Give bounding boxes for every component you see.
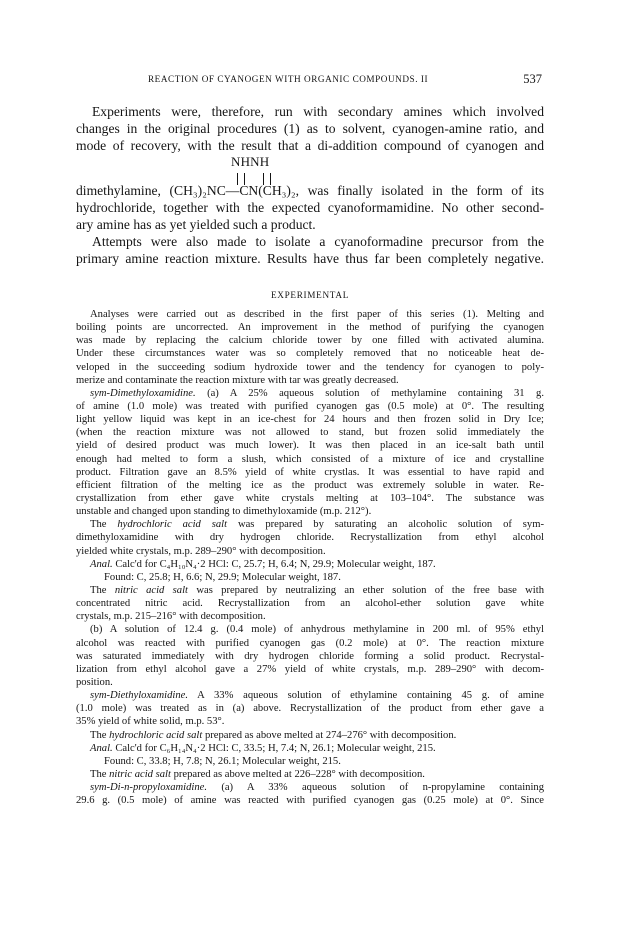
text-line bbox=[76, 479, 544, 492]
text-run: Calc'd for C₆H₁₄N₄·2 HCl: C, 33.5; H, 7.4; N, 26.1; Molecular weight, 215. bbox=[112, 742, 436, 754]
text-line bbox=[76, 347, 544, 360]
text-run: (1.0 mole) was treated as in (a) above. Recrystallization of the product from ether gave a bbox=[76, 703, 544, 715]
text-run: crystallization from ether gave white crystals melting at 103–104°. The substance was bbox=[76, 492, 544, 504]
text-run: prepared as above melted at 226–228° with decomposition. bbox=[170, 768, 425, 780]
text-line bbox=[76, 610, 544, 623]
text-run: (a) A 33% aqueous solution of n-propylamine containing bbox=[207, 782, 544, 794]
text-run: was made by replacing the calcium chloride tower by one filled with activated alumina. bbox=[76, 335, 544, 347]
text-line bbox=[76, 794, 544, 807]
text-line bbox=[76, 387, 544, 400]
text-line bbox=[76, 637, 544, 650]
text-line bbox=[76, 466, 544, 479]
text-line bbox=[76, 729, 544, 742]
page-header bbox=[76, 72, 542, 88]
running-head: REACTION OF CYANOGEN WITH ORGANIC COMPOUNDS. II bbox=[148, 74, 429, 84]
text-run: alcohol was reacted with purified cyanogen gas (0.2 mole) at 0°. The reaction mixture bbox=[76, 637, 544, 649]
text-line bbox=[76, 689, 544, 702]
text-run: A 33% aqueous solution of ethylamine containing 45 g. of amine bbox=[187, 690, 544, 702]
text-line: hydrochloride, together with the expected cyanoformamidine. No other second- bbox=[76, 200, 544, 216]
structure-nh-label: NHNH bbox=[231, 154, 270, 169]
section-title-experimental: EXPERIMENTAL bbox=[270, 290, 350, 300]
text-line bbox=[76, 545, 544, 558]
text-run: Found: C, 33.8; H, 7.8; N, 26.1; Molecular weight, 215. bbox=[104, 755, 341, 767]
text-line bbox=[76, 531, 544, 544]
experimental-body bbox=[76, 308, 544, 807]
text-line bbox=[76, 334, 544, 347]
text-run: lization from ethyl alcohol gave a 27% yield of white crystals, m.p. 289–290° with decom- bbox=[76, 663, 544, 675]
text-line: primary amine reaction mixture. Results have thus far been completely negative. bbox=[76, 251, 544, 267]
text-line: changes in the original procedures (1) as to solvent, cyanogen-amine ratio, and bbox=[76, 121, 544, 137]
text-line bbox=[76, 755, 544, 768]
italic-run: Anal. bbox=[90, 742, 113, 754]
text-line bbox=[76, 505, 544, 518]
text-line bbox=[76, 321, 544, 334]
intro-paragraph-1-continued bbox=[76, 182, 544, 234]
text-run: The bbox=[90, 768, 110, 780]
text-line bbox=[76, 492, 544, 505]
text-run: yielded white crystals, m.p. 289–290° with decomposition. bbox=[76, 545, 326, 557]
text-run: merize and contaminate the reaction mixture with tar was greatly decreased. bbox=[76, 374, 399, 386]
italic-run: sym-Diethyloxamidine. bbox=[90, 690, 188, 702]
italic-run: hydrochloric acid salt bbox=[117, 519, 228, 531]
text-run: The bbox=[90, 519, 118, 531]
text-run: was prepared by neutralizing an ether solution of the free base with bbox=[188, 584, 544, 596]
text-run: enough had melted to form a slush, which consisted of a mixture of ice and crystalline bbox=[76, 453, 544, 465]
text-run: concentrated nitric acid. Recrystallization from an alcohol-ether solution gave white bbox=[76, 598, 544, 610]
italic-run: nitric acid salt bbox=[109, 768, 171, 780]
text-line bbox=[76, 663, 544, 676]
text-run: was saturated immediately with dry hydrogen chloride forming a solid product. Recrystal- bbox=[76, 650, 544, 662]
text-line bbox=[76, 571, 544, 584]
italic-run: nitric acid salt bbox=[114, 584, 188, 596]
text-line bbox=[76, 453, 544, 466]
text-line bbox=[76, 715, 544, 728]
text-line: dimethylamine, (CH₃)₂NC—CN(CH₃)₂, was finally isolated in the form of its bbox=[76, 183, 544, 198]
text-line bbox=[76, 426, 544, 439]
text-line bbox=[76, 584, 544, 597]
text-line bbox=[76, 768, 544, 781]
text-run: light yellow liquid was kept in an ice-chest for 24 hours and then frozen solid in Dry Ice; bbox=[76, 414, 544, 426]
text-run: was prepared by saturating an alcoholic solution of sym- bbox=[227, 519, 544, 531]
text-run: The bbox=[90, 729, 110, 741]
text-line bbox=[76, 439, 544, 452]
text-line bbox=[76, 308, 544, 321]
intro-paragraph-2 bbox=[76, 233, 544, 267]
text-line bbox=[76, 413, 544, 426]
italic-run: sym-Di-n-propyloxamidine. bbox=[90, 782, 207, 794]
text-run: product. Filtration gave an 8.5% yield of white crystlas. It was essential to have rapid and bbox=[76, 466, 544, 478]
text-run: (b) A solution of 12.4 g. (0.4 mole) of anhydrous methylamine in 200 ml. of 95% ethyl bbox=[90, 624, 544, 636]
text-run: 35% yield of white solid, m.p. 53°. bbox=[76, 716, 225, 728]
intro-paragraph-1 bbox=[76, 103, 544, 155]
text-line bbox=[76, 400, 544, 413]
text-line bbox=[76, 650, 544, 663]
text-run: crystals, m.p. 215–216° with decomposition. bbox=[76, 611, 266, 623]
text-run: The bbox=[90, 584, 115, 596]
text-line bbox=[76, 702, 544, 715]
text-run: (when the reaction mixture was not allowed to stand, but frozen solid immediately the bbox=[76, 427, 544, 439]
text-run: (a) A 25% aqueous solution of methylamine containing 31 g. bbox=[195, 387, 544, 399]
text-run: Under these circumstances water was so completely removed that no noticeable heat de- bbox=[76, 348, 544, 360]
text-line bbox=[76, 558, 544, 571]
text-line: mode of recovery, with the result that a di-addition compound of cyanogen and bbox=[76, 138, 544, 154]
text-line bbox=[76, 781, 544, 794]
text-line: ary amine has as yet yielded such a product. bbox=[76, 217, 316, 233]
italic-run: sym-Dimethyloxamidine. bbox=[90, 387, 196, 399]
text-line: Experiments were, therefore, run with secondary amines which involved bbox=[92, 104, 544, 119]
italic-run: hydrochloric acid salt bbox=[109, 729, 203, 741]
text-run: Calc'd for C₄H₁₀N₄·2 HCl: C, 25.7; H, 6.4; N, 29.9; Molecular weight, 187. bbox=[112, 558, 436, 570]
text-run: efficient filtration of the melting ice as the product was extremely soluble in water. Re- bbox=[76, 479, 544, 491]
text-line bbox=[76, 374, 544, 387]
text-run: veloped in the succeeding sodium hydroxide tower and the tendency for cyanogen to poly- bbox=[76, 361, 544, 373]
text-run: position. bbox=[76, 676, 113, 688]
text-run: Found: C, 25.8; H, 6.6; N, 29.9; Molecular weight, 187. bbox=[104, 571, 341, 583]
text-run: yield of desired product was much lower). It was then placed in an ice-salt bath until bbox=[76, 440, 544, 452]
text-line: Attempts were also made to isolate a cyanoformadine precursor from the bbox=[92, 234, 544, 249]
text-run: prepared as above melted at 274–276° with decomposition. bbox=[202, 729, 457, 741]
text-run: unstable and changed upon standing to dimethyloxamide (m.p. 212°). bbox=[76, 506, 372, 518]
text-line bbox=[76, 361, 544, 374]
text-line bbox=[76, 676, 544, 689]
text-run: boiling points are uncorrected. An improvement in the method of purifying the cyanogen bbox=[76, 322, 544, 334]
text-line bbox=[76, 742, 544, 755]
text-run: of amine (1.0 mole) was treated with purified cyanogen gas (0.5 mole) at 0°. The resulting bbox=[76, 400, 544, 412]
text-line bbox=[76, 597, 544, 610]
page-number: 537 bbox=[523, 72, 542, 86]
text-run: Analyses were carried out as described in the first paper of this series (1). Melting and bbox=[90, 309, 544, 320]
text-run: 29.6 g. (0.5 mole) of amine was reacted with purified cyanogen gas (0.25 mole) at 0°. Since bbox=[76, 795, 544, 807]
italic-run: Anal. bbox=[90, 558, 113, 570]
text-line bbox=[76, 623, 544, 636]
text-run: dimethyloxamidine with dry hydrogen chloride. Recrystallization from ethyl alcohol bbox=[76, 532, 544, 544]
text-line bbox=[76, 518, 544, 531]
